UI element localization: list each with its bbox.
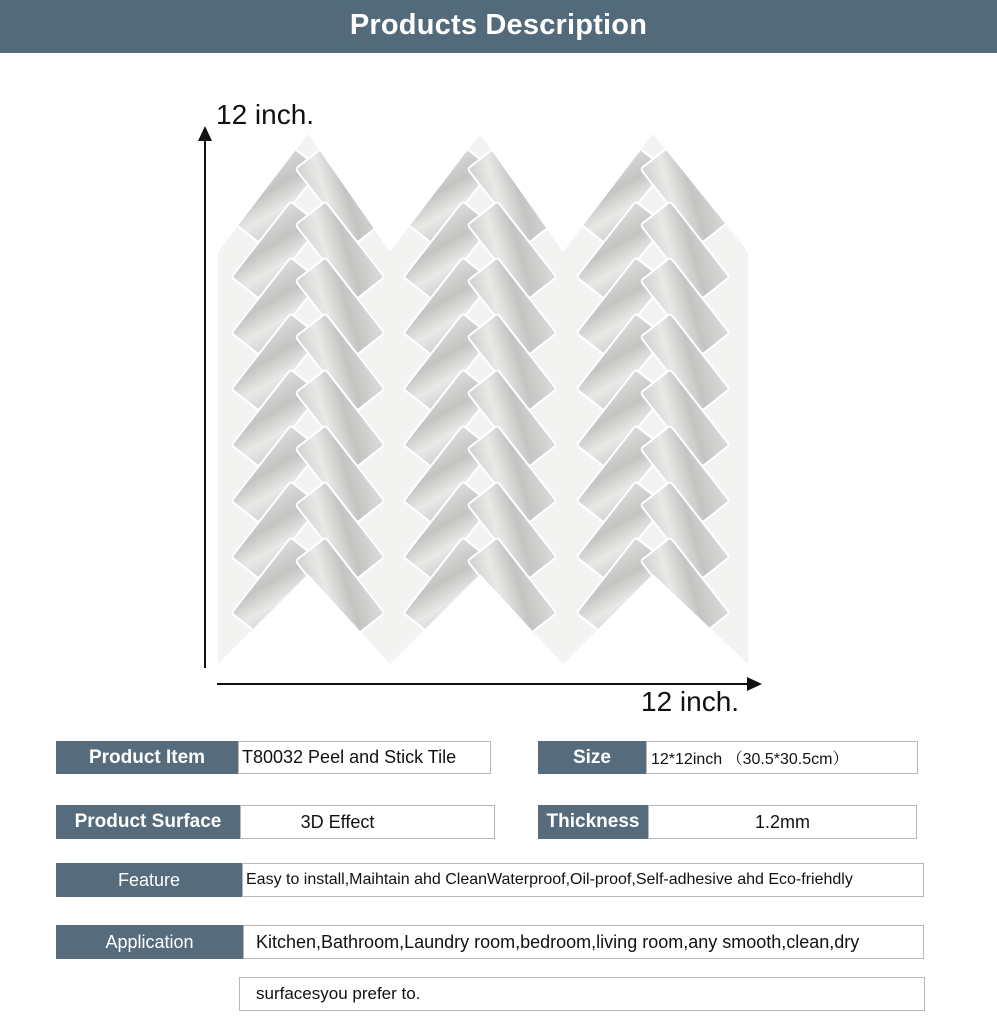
- thickness-label: Thickness: [538, 805, 648, 839]
- tile-plank: [295, 649, 384, 664]
- product-item-label: Product Item: [56, 741, 238, 774]
- tile-sample-image: [218, 134, 748, 664]
- up-arrow-icon: [198, 126, 212, 141]
- tile-plank: [640, 649, 729, 664]
- application-label: Application: [56, 925, 243, 959]
- page-title: Products Description: [349, 9, 648, 41]
- product-surface-label: Product Surface: [56, 805, 240, 839]
- height-dimension-label: 12 inch.: [216, 99, 315, 130]
- application-value-line1: Kitchen,Bathroom,Laundry room,bedroom,living room,any smooth,clean,dry: [243, 925, 924, 959]
- product-item-value: T80032 Peel and Stick Tile: [238, 741, 491, 774]
- product-surface-value: 3D Effect: [240, 805, 495, 839]
- size-value: 12*12inch （30.5*30.5cm）: [646, 741, 918, 774]
- thickness-value: 1.2mm: [648, 805, 917, 839]
- right-arrow-icon: [747, 677, 762, 691]
- size-label: Size: [538, 741, 646, 774]
- width-dimension-label: 12 inch.: [641, 686, 740, 717]
- tile-plank: [403, 649, 492, 664]
- tile-plank: [467, 649, 556, 664]
- feature-label: Feature: [56, 863, 242, 897]
- application-value-line2: surfacesyou prefer to.: [239, 977, 925, 1011]
- tile-plank: [576, 649, 665, 664]
- herringbone-tile-graphic: [218, 134, 748, 664]
- feature-value: Easy to install,Maihtain ahd CleanWaterproof,Oil-proof,Self-adhesive ahd Eco-friehdly: [242, 863, 924, 897]
- tile-plank: [231, 649, 320, 664]
